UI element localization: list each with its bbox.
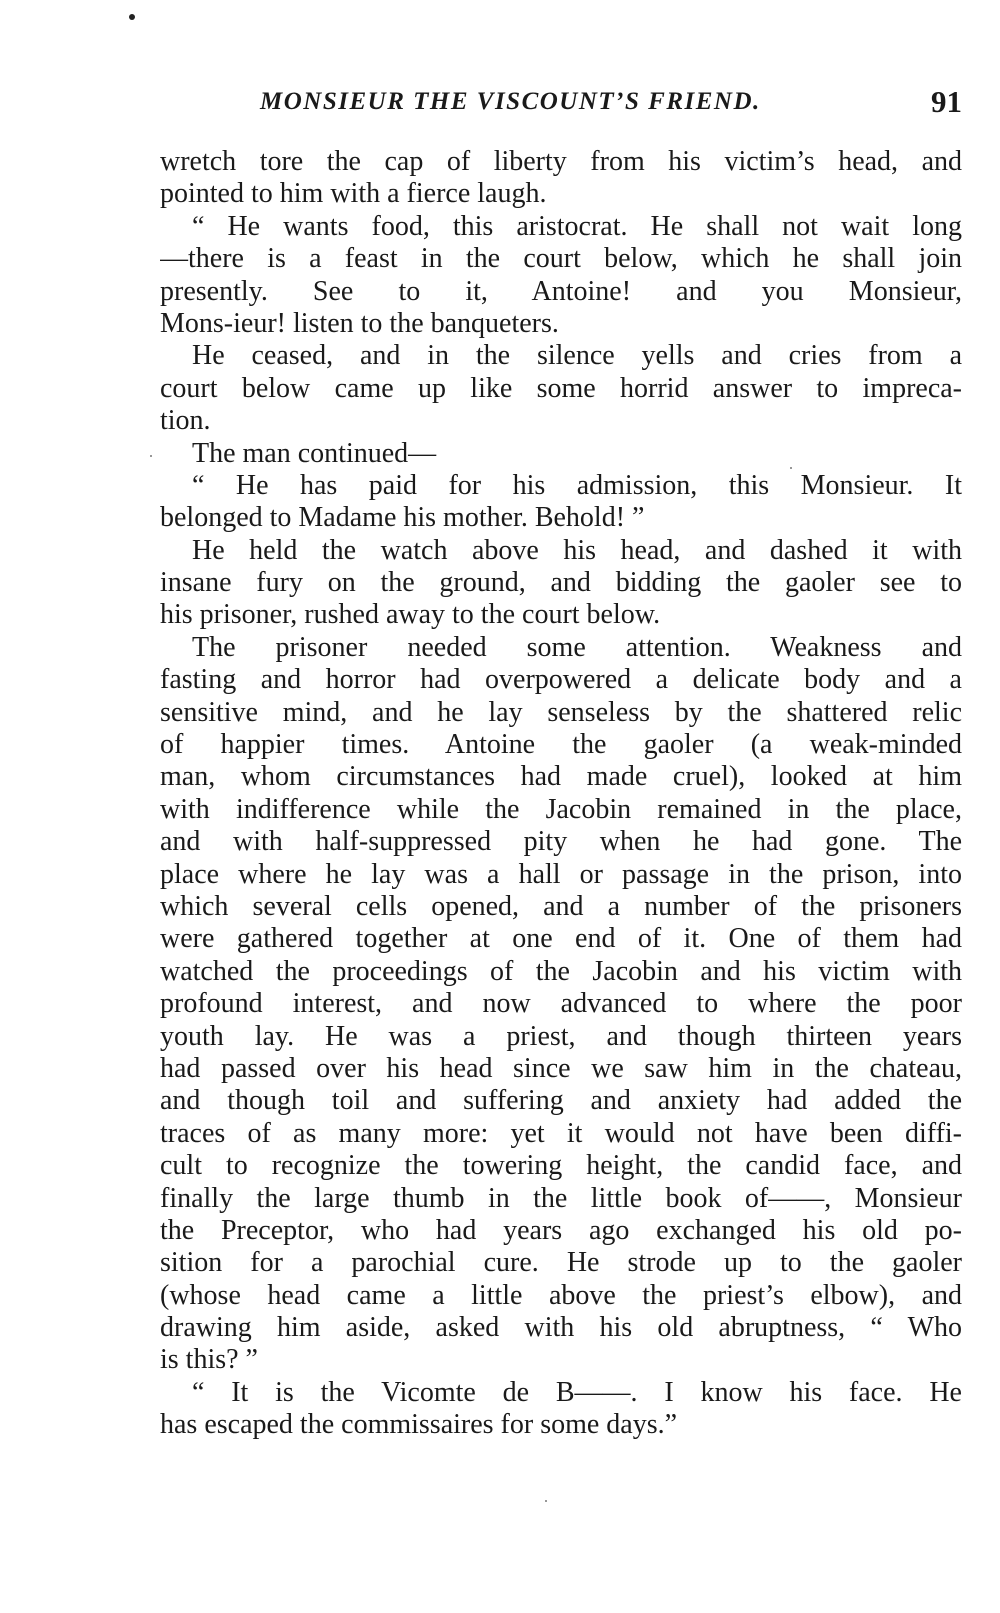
text-line: the Preceptor, who had years ago exchanged his old po-: [160, 1214, 962, 1246]
paper-speck: [150, 455, 152, 457]
text-line: watched the proceedings of the Jacobin and his victim with: [160, 955, 962, 987]
text-line: (whose head came a little above the priest’s elbow), and: [160, 1279, 962, 1311]
body-text: [160, 146, 962, 1442]
text-line: insane fury on the ground, and bidding the gaoler see to: [160, 567, 962, 599]
text-line: has escaped the commissaires for some days.”: [160, 1409, 678, 1441]
ink-dot: [129, 14, 135, 20]
text-line: and though toil and suffering and anxiety had added the: [160, 1085, 962, 1117]
text-line: The prisoner needed some attention. Weakness and: [192, 631, 962, 663]
text-line: sition for a parochial cure. He strode up to the gaoler: [160, 1247, 962, 1279]
text-line: man, whom circumstances had made cruel), looked at him: [160, 761, 962, 793]
text-line: tion.: [160, 405, 211, 437]
paper-speck: [545, 1500, 547, 1502]
text-line: sensitive mind, and he lay senseless by the shattered relic: [160, 696, 962, 728]
text-line: youth lay. He was a priest, and though thirteen years: [160, 1020, 962, 1052]
text-line: pointed to him with a fierce laugh.: [160, 178, 547, 210]
text-line: Mons-ieur! listen to the banqueters.: [160, 307, 559, 339]
text-line: and with half-suppressed pity when he had gone. The: [160, 826, 962, 858]
text-line: of happier times. Antoine the gaoler (a weak-minded: [160, 729, 962, 761]
paper-speck: [790, 467, 792, 469]
text-line: He ceased, and in the silence yells and cries from a: [192, 340, 962, 372]
text-line: belonged to Madame his mother. Behold! ”: [160, 502, 645, 534]
page-number: 91: [931, 84, 962, 119]
text-line: profound interest, and now advanced to where the poor: [160, 988, 962, 1020]
running-title: MONSIEUR THE VISCOUNT’S FRIEND.: [260, 88, 761, 115]
text-line: He held the watch above his head, and dashed it with: [192, 534, 962, 566]
text-line: —there is a feast in the court below, which he shall join: [160, 243, 962, 275]
text-line: had passed over his head since we saw him in the chateau,: [160, 1052, 962, 1084]
text-line: his prisoner, rushed away to the court below.: [160, 599, 661, 631]
text-line: with indifference while the Jacobin remained in the place,: [160, 793, 962, 825]
text-line: cult to recognize the towering height, the candid face, and: [160, 1150, 962, 1182]
text-line: wretch tore the cap of liberty from his victim’s head, and: [160, 146, 962, 177]
text-line: were gathered together at one end of it. One of them had: [160, 923, 962, 955]
running-head: [160, 84, 962, 124]
text-line: place where he lay was a hall or passage in the prison, into: [160, 858, 962, 890]
text-line: finally the large thumb in the little book of——, Monsieur: [160, 1182, 962, 1214]
text-line: court below came up like some horrid answer to impreca-: [160, 372, 962, 404]
text-line: The man continued—: [192, 437, 437, 469]
text-line: which several cells opened, and a number of the prisoners: [160, 890, 962, 922]
text-line: is this? ”: [160, 1344, 258, 1376]
text-line: presently. See to it, Antoine! and you Monsieur,: [160, 275, 962, 307]
text-line: traces of as many more: yet it would not have been diffi-: [160, 1117, 962, 1149]
text-line: “ He has paid for his admission, this Monsieur. It: [192, 469, 962, 501]
text-line: “ He wants food, this aristocrat. He shall not wait long: [192, 210, 962, 242]
text-line: fasting and horror had overpowered a delicate body and a: [160, 664, 962, 696]
text-line: “ It is the Vicomte de B——. I know his face. He: [192, 1376, 962, 1408]
text-line: drawing him aside, asked with his old abruptness, “ Who: [160, 1312, 962, 1344]
